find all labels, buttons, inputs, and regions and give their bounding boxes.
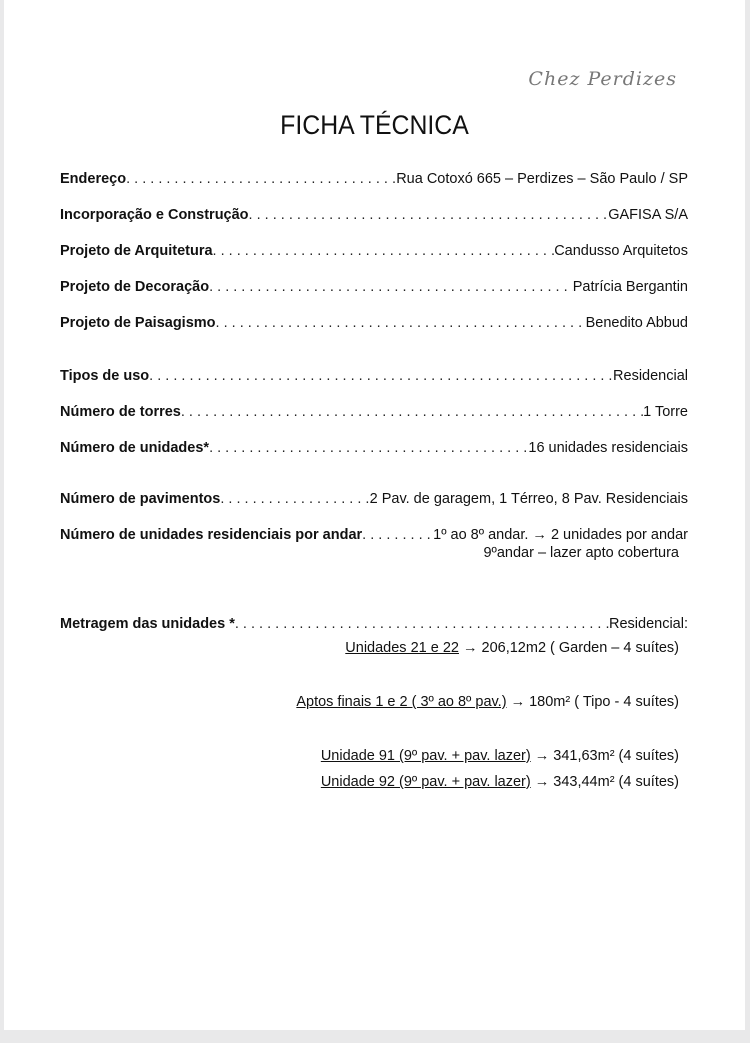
spec-value: GAFISA S/A (608, 207, 688, 223)
metragem-unit: Unidade 91 (9º pav. + pav. lazer) (320, 748, 531, 764)
metragem-unit: Aptos finais 1 e 2 ( 3º ao 8º pav.) (296, 694, 507, 710)
metragem-detail: → 341,63m² (4 suítes) (530, 748, 679, 764)
spec-value: Patrícia Bergantin (572, 279, 688, 295)
spec-row-metragem (60, 616, 688, 632)
metragem-detail: → 206,12m2 ( Garden – 4 suítes) (458, 640, 679, 656)
andar-line-2: 9ºandar – lazer apto cobertura (483, 545, 679, 561)
spec-row-tipos-uso (60, 368, 688, 384)
metragem-unit: Unidade 92 (9º pav. + pav. lazer) (320, 774, 531, 790)
metragem-item (321, 748, 679, 764)
spec-row-endereco (60, 171, 688, 187)
spec-value: 1º ao 8º andar. → 2 unidades por andar (433, 527, 688, 543)
metragem-detail: → 343,44m² (4 suítes) (530, 774, 679, 790)
spec-value: Benedito Abbud (585, 315, 688, 331)
metragem-detail: → 180m² ( Tipo - 4 suítes) (506, 694, 679, 710)
spec-label: Número de unidades residenciais por andar (60, 527, 363, 543)
spec-value: 1 Torre (643, 404, 688, 420)
spec-value: Candusso Arquitetos (554, 243, 688, 259)
spec-value: 16 unidades residenciais (528, 440, 688, 456)
spec-label: Número de unidades* (60, 440, 210, 456)
logo-text: Chez Perdizes (528, 68, 677, 90)
metragem-item (345, 640, 679, 656)
spec-label: Endereço (60, 171, 127, 187)
spec-label: Número de pavimentos (60, 491, 221, 507)
spec-row-decoracao (60, 279, 688, 295)
spec-row-pavimentos (60, 491, 688, 507)
spec-value: Residencial (613, 368, 688, 384)
spec-row-incorporacao (60, 207, 688, 223)
spec-row-unidades (60, 440, 688, 456)
spec-row-torres (60, 404, 688, 420)
spec-value: 2 Pav. de garagem, 1 Térreo, 8 Pav. Residenciais (369, 491, 688, 507)
document-page (4, 0, 745, 1030)
metragem-item (321, 774, 679, 790)
metragem-unit: Unidades 21 e 22 (345, 640, 459, 656)
spec-label: Projeto de Decoração (60, 279, 210, 295)
spec-label: Número de torres (60, 404, 181, 420)
spec-row-arquitetura (60, 243, 688, 259)
spec-label: Metragem das unidades * (60, 616, 235, 632)
page-title: FICHA TÉCNICA (280, 110, 469, 140)
spec-label: Projeto de Paisagismo (60, 315, 216, 331)
spec-value: Residencial: (609, 616, 688, 632)
spec-label: Projeto de Arquitetura (60, 243, 213, 259)
spec-row-paisagismo (60, 315, 688, 331)
metragem-item (296, 694, 679, 710)
spec-value: Rua Cotoxó 665 – Perdizes – São Paulo / SP (396, 171, 688, 187)
spec-row-unidades-por-andar (60, 527, 688, 543)
spec-label: Tipos de uso (60, 368, 150, 384)
spec-label: Incorporação e Construção (60, 207, 249, 223)
